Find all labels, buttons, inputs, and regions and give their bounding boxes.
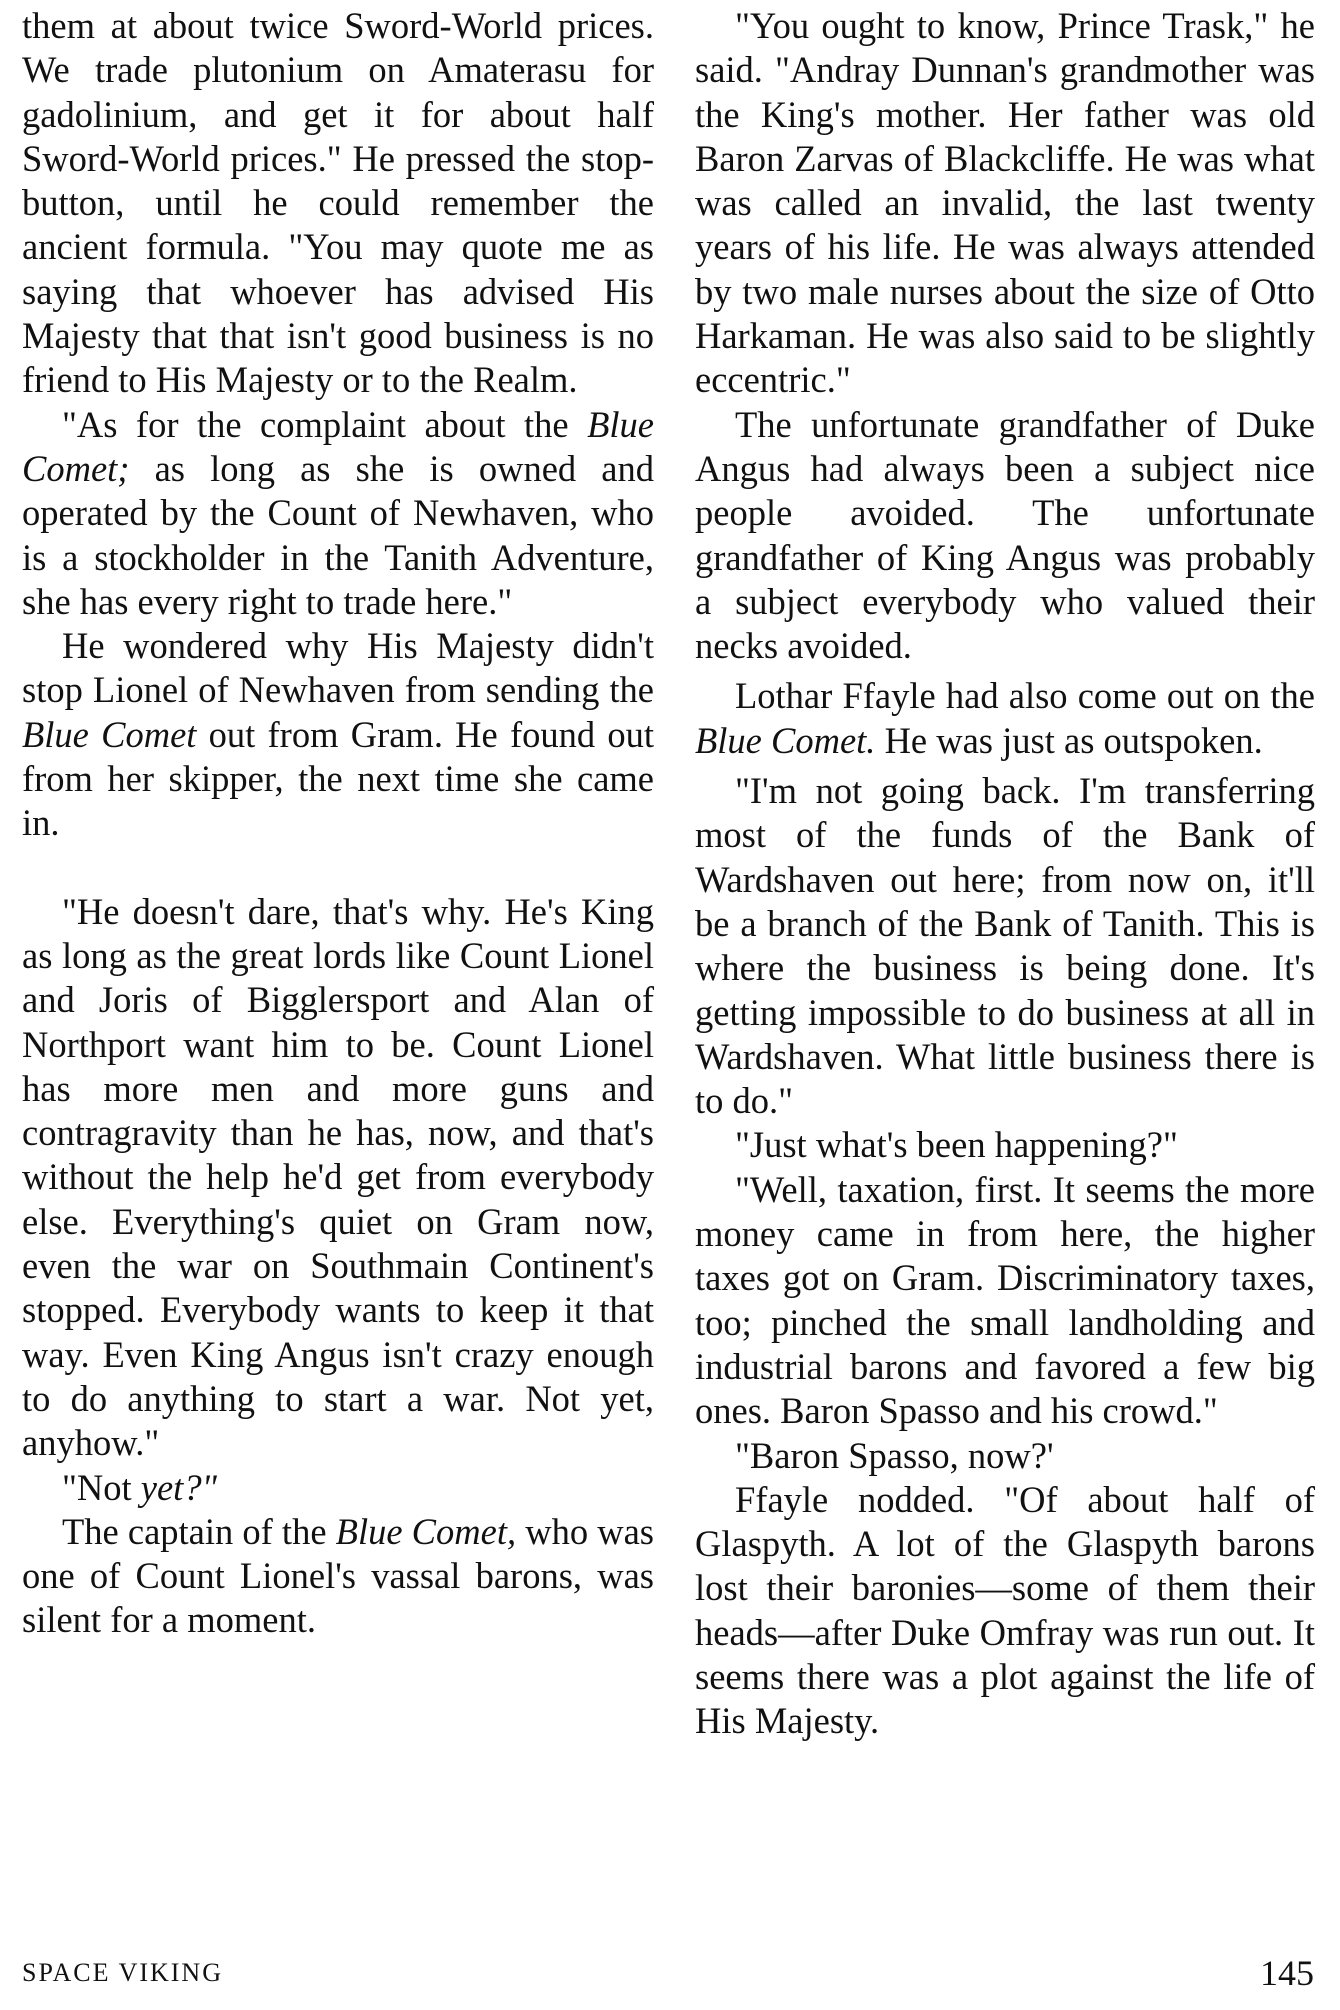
- paragraph: [695, 4, 1315, 403]
- paragraph-text: "Baron Spasso, now?': [735, 1434, 1054, 1476]
- ship-name-italic: Blue Comet.: [695, 719, 876, 761]
- paragraph-text: "Well, taxation, first. It seems the more money came in from here, the higher taxes got on Gram. Discriminatory taxes, too; pinched the small landholding and industrial barons and favored a few big ones. Baron Spasso and his crowd.": [695, 1168, 1315, 1432]
- paragraph-text: "I'm not going back. I'm transferring most of the funds of the Bank of Wardshaven out here; from now on, it'll be a branch of the Bank of Tanith. This is where the business is being done. It's getting impossible to do business at all in Wardshaven. What little business there is to do.": [695, 770, 1315, 1122]
- paragraph-text: The unfortunate grandfather of Duke Angus had always been a subject nice people avoided. The unfortunate grandfather of King Angus was probably a subject everybody who valued their necks avoided.: [695, 403, 1315, 667]
- paragraph-text: who was one of Count Lionel's vassal barons, was silent for a moment.: [22, 1510, 654, 1641]
- paragraph-text: "Not: [62, 1466, 141, 1508]
- paragraph-text: as long as she is owned and operated by the Count of Newhaven, who is a stockholder in the Tanith Adventure, she has every right to trade here.": [22, 447, 654, 622]
- paragraph: [22, 403, 654, 624]
- left-column: [22, 4, 654, 1643]
- paragraph-text: "You ought to know, Prince Trask," he said. "Andray Dunnan's grandmother was the King's mother. Her father was old Baron Zarvas of Blackcliffe. He was what was called an invalid, the last twenty years of his life. He was always attended by two male nurses about the size of Otto Harkaman. He was also said to be slightly eccentric.": [695, 5, 1315, 401]
- paragraph: [695, 403, 1315, 669]
- ship-name-italic: Blue Comet: [22, 713, 197, 755]
- paragraph: [22, 1466, 654, 1510]
- paragraph-text: "As for the complaint about the: [62, 403, 588, 445]
- paragraph-text: He was just as outspoken.: [875, 719, 1263, 761]
- emphasis-italic: yet?": [140, 1466, 217, 1508]
- paragraph-text: "Just what's been happening?": [735, 1124, 1178, 1166]
- paragraph: [22, 4, 654, 403]
- page-number: 145: [1260, 1953, 1314, 1993]
- ship-name-italic: Blue Comet;: [22, 403, 654, 489]
- paragraph: [695, 1478, 1315, 1744]
- ship-name-italic: Blue Comet,: [335, 1510, 517, 1552]
- page-footer: [0, 1953, 1340, 1998]
- paragraph: [695, 769, 1315, 1123]
- paragraph: [695, 1168, 1315, 1434]
- paragraph: [22, 890, 654, 1466]
- paragraph: [695, 1434, 1315, 1478]
- paragraph: [22, 1510, 654, 1643]
- paragraph-text: Lothar Ffayle had also come out on the: [735, 675, 1315, 717]
- paragraph: [22, 624, 654, 845]
- paragraph-text: "He doesn't dare, that's why. He's King as long as the great lords like Count Lionel and Joris of Bigglersport and Alan of Northport want him to be. Count Lionel has more men and more guns and contragravity than he has, now, and that's without the help he'd get from everybody else. Everything's quiet on Gram now, even the war on Southmain Continent's stopped. Everybody wants to keep it that way. Even King Angus isn't crazy enough to do anything to start a war. Not yet, anyhow.": [22, 890, 654, 1464]
- right-column: [695, 4, 1315, 1744]
- paragraph: [695, 674, 1315, 763]
- paragraph-text: Ffayle nodded. "Of about half of Glaspyth. A lot of the Glaspyth barons lost their baronies—some of them their heads—after Duke Omfray was run out. It seems there was a plot against the life of His Majesty.: [695, 1478, 1315, 1742]
- paragraph-text: The captain of the: [62, 1510, 336, 1552]
- running-head: SPACE VIKING: [22, 1958, 223, 1987]
- paragraph-text: them at about twice Sword-World prices. We trade plutonium on Amaterasu for gadolinium, and get it for about half Sword-World prices." He pressed the stop-button, until he could remember the ancient formula. "You may quote me as saying that whoever has advised His Majesty that that isn't good business is no friend to His Majesty or to the Realm.: [22, 5, 654, 401]
- paragraph-text: out from Gram. He found out from her skipper, the next time she came in.: [22, 713, 654, 844]
- paragraph: [695, 1123, 1315, 1167]
- paragraph-text: He wondered why His Majesty didn't stop Lionel of Newhaven from sending the: [22, 625, 654, 711]
